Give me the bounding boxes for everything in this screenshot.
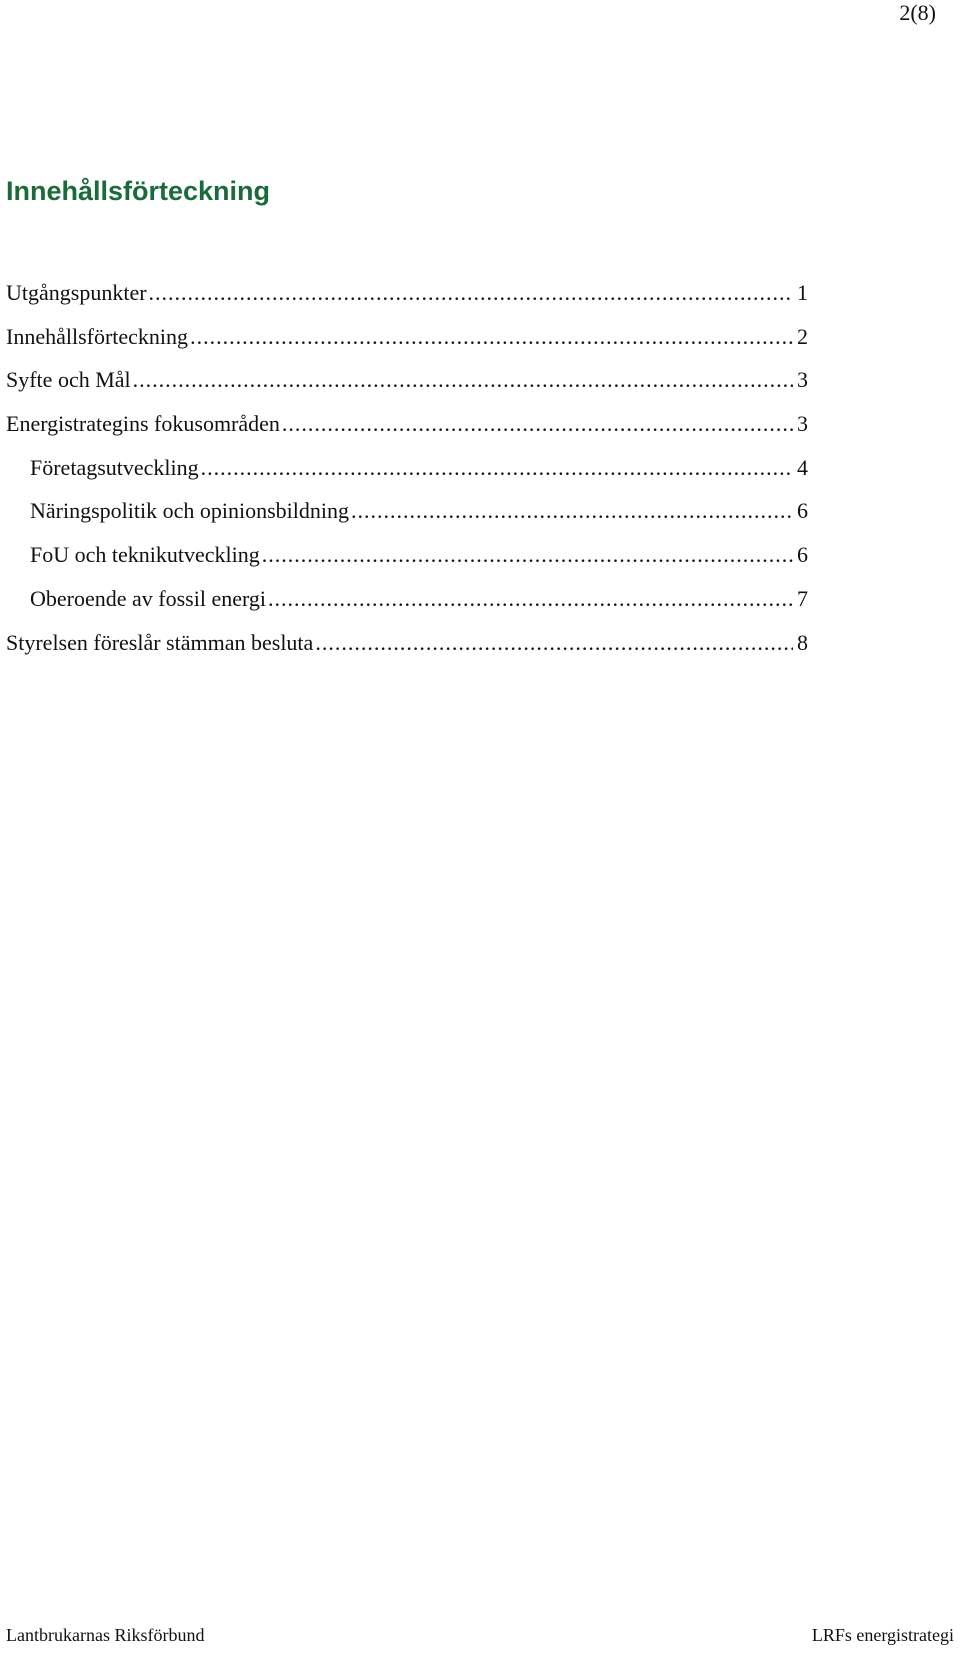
toc-entry-page: 4 (797, 454, 808, 480)
toc-entry-styrelsen-foreslar[interactable] (6, 629, 808, 673)
toc-entry-page: 8 (797, 629, 808, 655)
toc-entry-label: FoU och teknikutveckling (30, 542, 260, 568)
toc-entry-page: 7 (797, 585, 808, 611)
toc-entry-label: Syfte och Mål (6, 367, 131, 393)
toc-entry-label: Oberoende av fossil energi (30, 585, 267, 611)
toc-entry-energistrategins-fokusomraden[interactable] (6, 410, 808, 454)
toc-entry-naringspolitik[interactable] (6, 497, 808, 541)
toc-heading: Innehållsförteckning (6, 176, 271, 206)
dot-leader (315, 629, 793, 657)
toc-entry-oberoende-av-fossil-energi[interactable] (6, 585, 808, 629)
toc-entry-fou-och-teknikutveckling[interactable] (6, 541, 808, 585)
toc-entry-innehallsforteckning[interactable] (6, 323, 808, 367)
toc-entry-label: Energistrategins fokusområden (6, 411, 280, 437)
dot-leader (351, 497, 793, 525)
toc-entry-page: 1 (797, 280, 808, 305)
toc-entry-label: Styrelsen föreslår stämman besluta (6, 629, 314, 655)
toc-entry-utgangspunkter[interactable] (6, 279, 808, 323)
dot-leader (262, 541, 793, 569)
table-of-contents (6, 279, 808, 672)
footer-document-title: LRFs energistrategi (811, 1625, 954, 1645)
footer-organization: Lantbrukarnas Riksförbund (6, 1625, 205, 1645)
page-number: 2(8) (899, 0, 936, 25)
toc-entry-label: Näringspolitik och opinionsbildning (30, 498, 349, 524)
toc-entry-label: Företagsutveckling (30, 454, 199, 480)
dot-leader (282, 410, 793, 438)
toc-entry-label: Innehållsförteckning (6, 323, 189, 349)
dot-leader (190, 323, 793, 351)
toc-entry-page: 2 (797, 323, 808, 349)
dot-leader (133, 366, 793, 394)
toc-entry-page: 3 (797, 411, 808, 437)
dot-leader (268, 585, 793, 613)
dot-leader (201, 454, 793, 482)
toc-entry-page: 6 (797, 542, 808, 568)
dot-leader (149, 279, 793, 307)
toc-entry-page: 3 (797, 367, 808, 393)
toc-entry-page: 6 (797, 498, 808, 524)
toc-entry-syfte-och-mal[interactable] (6, 366, 808, 410)
toc-entry-label: Utgångspunkter (6, 280, 147, 305)
toc-entry-foretagsutveckling[interactable] (6, 454, 808, 498)
